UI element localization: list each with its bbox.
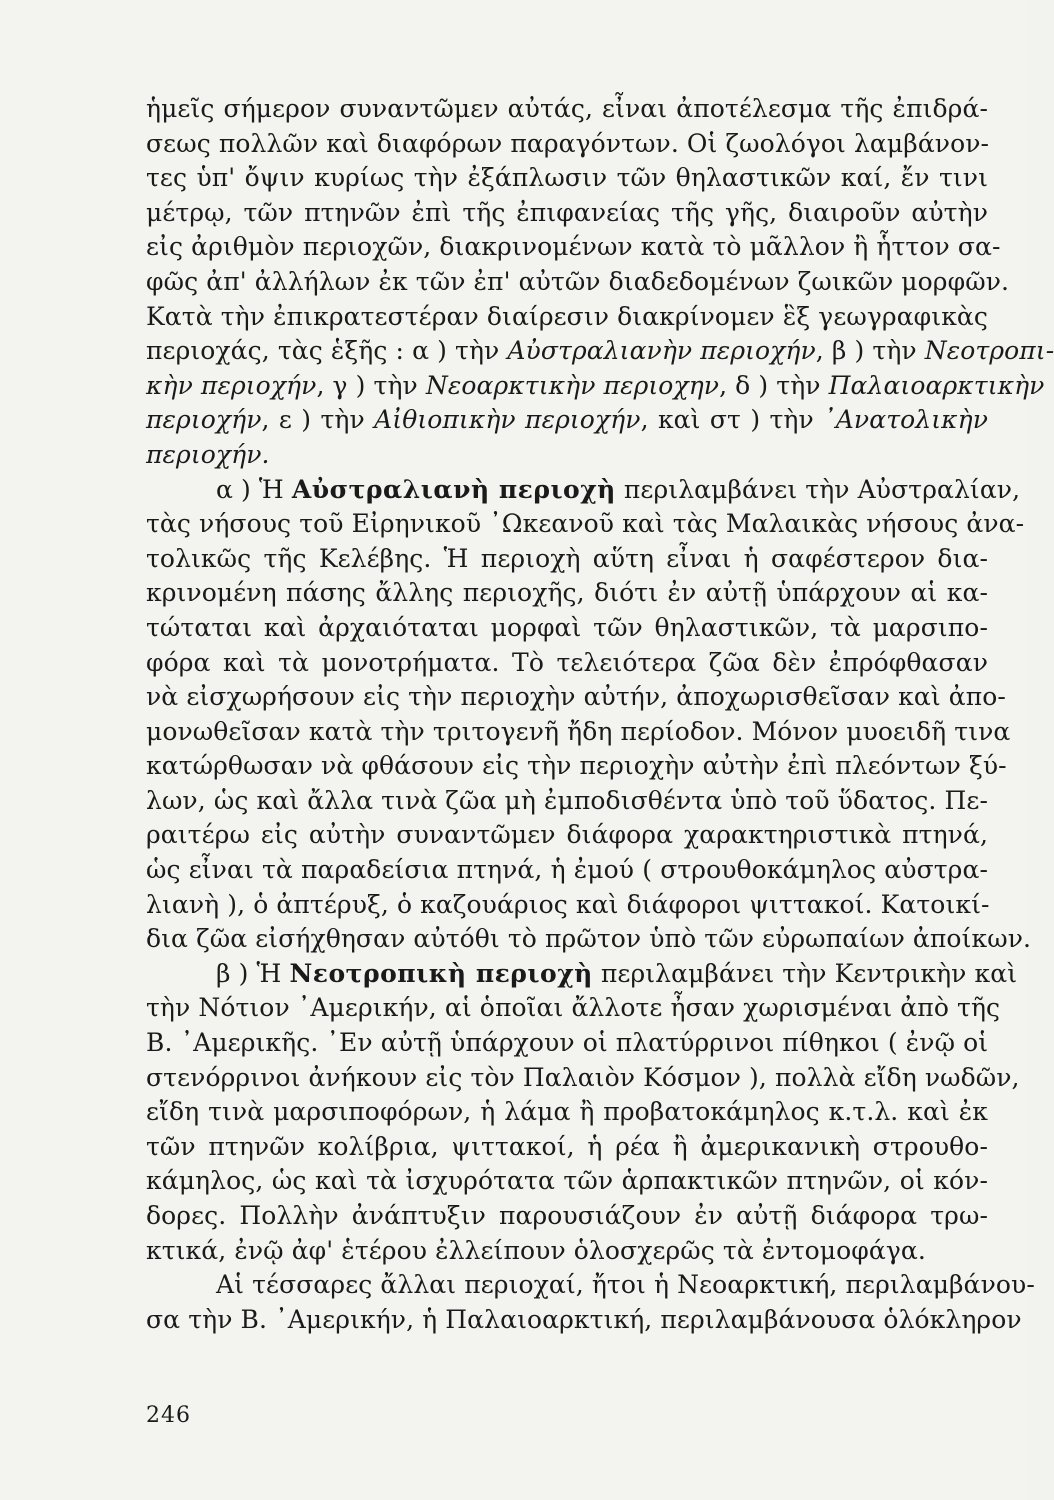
- text-line: [146, 853, 988, 888]
- text-line: [146, 576, 988, 611]
- text-line: [146, 818, 988, 853]
- italic-term: Αἰθιοπικὴν περιοχήν: [374, 405, 641, 435]
- text-run: κάμηλος, ὡς καὶ τὰ ἰσχυρότατα τῶν ἁρπακτικῶν πτηνῶν, οἱ κόν-: [146, 1166, 988, 1196]
- text-run: τῶν πτηνῶν κολίβρια, ψιττακοί, ἡ ρέα ἢ ἀμερικανικὴ στρουθο-: [146, 1131, 988, 1161]
- text-line: [146, 957, 1018, 992]
- text-run: εἰς ἀριθμὸν περιοχῶν, διακρινομένων κατὰ τὸ μᾶλλον ἢ ἧττον σα-: [146, 232, 1001, 262]
- text-line: [146, 1303, 1022, 1338]
- text-line: [146, 1234, 988, 1269]
- text-run: ὡς εἶναι τὰ παραδείσια πτηνά, ἡ ἐμού ( στρουθοκάμηλος αὐστρα-: [146, 855, 988, 885]
- text-line: [146, 991, 1001, 1026]
- text-line: [146, 749, 1007, 784]
- text-line: [146, 507, 1025, 542]
- text-run: σα τὴν Β. ᾿Αμερικήν, ἡ Παλαιοαρκτική, περιλαμβάνουσα ὁλόκληρον: [146, 1304, 1022, 1334]
- text-line: [146, 369, 1045, 404]
- text-run: ἡμεῖς σήμερον συναντῶμεν αὐτάς, εἶναι ἀποτέλεσμα τῆς ἐπιδρά-: [146, 94, 988, 123]
- italic-term: Αὐστραλιανὴν περιοχήν: [507, 336, 816, 366]
- text-line: [146, 1130, 988, 1165]
- text-run: , γ ) τὴν: [316, 370, 426, 400]
- text-line: [146, 1199, 988, 1234]
- text-run: β ) Ἡ: [216, 958, 290, 988]
- text-line: [146, 646, 988, 681]
- text-run: λιανὴ ), ὁ ἀπτέρυξ, ὁ καζουάριος καὶ διάφοροι ψιττακοί. Κατοικί-: [146, 889, 990, 919]
- italic-term: περιοχήν.: [146, 439, 270, 469]
- text-line: [146, 196, 988, 231]
- text-line: [146, 265, 1010, 300]
- bold-heading: Νεοτροπικὴ περιοχὴ: [289, 958, 593, 988]
- text-run: Κατὰ τὴν ἐπικρατεστέραν διαίρεσιν διακρίνομεν ἓξ γεωγραφικὰς: [146, 301, 988, 331]
- text-line: [146, 1268, 1035, 1303]
- text-run: , καὶ στ ) τὴν: [640, 405, 824, 435]
- text-run: Αἱ τέσσαρες ἄλλαι περιοχαί, ἤτοι ἡ Νεοαρκτική, περιλαμβάνου-: [216, 1270, 1035, 1300]
- text-run: τολικῶς τῆς Κελέβης. Ἡ περιοχὴ αὕτη εἶναι ἡ σαφέστερον δια-: [146, 543, 988, 573]
- text-line: [146, 1164, 988, 1199]
- text-line: [146, 161, 988, 196]
- text-line: [146, 922, 1032, 957]
- text-line: [146, 715, 1011, 750]
- text-run: δια ζῶα εἰσήχθησαν αὐτόθι τὸ πρῶτον ὑπὸ τῶν εὐρωπαίων ἀποίκων.: [146, 924, 1032, 954]
- text-line: [146, 680, 1006, 715]
- page-number: 246: [146, 1403, 191, 1428]
- text-run: τώταται καὶ ἀρχαιόταται μορφαὶ τῶν θηλαστικῶν, τὰ μαρσιπο-: [146, 612, 988, 642]
- text-line: [146, 888, 988, 923]
- text-line: [146, 403, 988, 438]
- text-line: [146, 92, 988, 127]
- text-run: α ) Ἡ: [216, 474, 292, 504]
- text-run: τὴν Νότιον ᾿Αμερικήν, αἱ ὁποῖαι ἄλλοτε ἦσαν χωρισμέναι ἀπὸ τῆς: [146, 993, 1001, 1023]
- text-run: τὰς νήσους τοῦ Εἰρηνικοῦ ᾿Ωκεανοῦ καὶ τὰς Μαλαικὰς νήσους ἀνα-: [146, 509, 1025, 539]
- text-run: μέτρῳ, τῶν πτηνῶν ἐπὶ τῆς ἐπιφανείας τῆς γῆς, διαιροῦν αὐτὴν: [146, 197, 988, 227]
- text-run: μονωθεῖσαν κατὰ τὴν τριτογενῆ ἤδη περίοδον. Μόνον μυοειδῆ τινα: [146, 716, 1011, 746]
- italic-term: ᾿Ανατολικὴν: [823, 405, 988, 435]
- text-line: [146, 611, 988, 646]
- text-run: ραιτέρω εἰς αὐτὴν συναντῶμεν διάφορα χαρακτηριστικὰ πτηνά,: [146, 820, 988, 850]
- text-run: λων, ὡς καὶ ἄλλα τινὰ ζῶα μὴ ἐμποδισθέντα ὑπὸ τοῦ ὕδατος. Πε-: [146, 785, 988, 815]
- text-run: στενόρρινοι ἀνήκουν εἰς τὸν Παλαιὸν Κόσμον ), πολλὰ εἴδη νωδῶν,: [146, 1062, 1020, 1092]
- text-run: , ε ) τὴν: [261, 405, 375, 435]
- text-line: [146, 334, 1054, 369]
- text-run: δορες. Πολλὴν ἀνάπτυξιν παρουσιάζουν ἐν αὐτῇ διάφορα τρω-: [146, 1201, 988, 1230]
- text-run: περιλαμβάνει τὴν Αὐστραλίαν,: [615, 474, 1021, 504]
- text-run: φῶς ἀπ' ἀλλήλων ἐκ τῶν ἐπ' αὐτῶν διαδεδομένων ζωικῶν μορφῶν.: [146, 266, 1010, 296]
- text-run: νὰ εἰσχωρήσουν εἰς τὴν περιοχὴν αὐτήν, ἀποχωρισθεῖσαν καὶ ἀπο-: [146, 682, 1006, 712]
- italic-term: κὴν περιοχήν: [146, 370, 317, 400]
- text-run: περιλαμβάνει τὴν Κεντρικὴν καὶ: [592, 958, 1018, 988]
- text-line: [146, 300, 988, 335]
- text-run: φόρα καὶ τὰ μονοτρήματα. Τὸ τελειότερα ζῶα δὲν ἐπρόφθασαν: [146, 647, 988, 677]
- text-run: περιοχάς, τὰς ἑξῆς : α ) τὴν: [146, 336, 508, 366]
- text-line: [146, 230, 1001, 265]
- text-line: [146, 473, 1021, 508]
- text-run: σεως πολλῶν καὶ διαφόρων παραγόντων. Οἱ ζωολόγοι λαμβάνον-: [146, 128, 990, 158]
- text-line: [146, 438, 988, 473]
- text-line: [146, 784, 988, 819]
- text-run: , δ ) τὴν: [719, 370, 829, 400]
- text-run: τες ὑπ' ὄψιν κυρίως τὴν ἐξάπλωσιν τῶν θηλαστικῶν καί, ἔν τινι: [146, 163, 988, 193]
- italic-term: Νεοαρκτικὴν περιοχην: [425, 370, 720, 400]
- text-line: [146, 1061, 1020, 1096]
- text-run: εἴδη τινὰ μαρσιποφόρων, ἡ λάμα ἢ προβατοκάμηλος κ.τ.λ. καὶ ἐκ: [146, 1097, 988, 1127]
- text-line: [146, 127, 988, 162]
- text-run: κατώρθωσαν νὰ φθάσουν εἰς τὴν περιοχὴν αὐτὴν ἐπὶ πλεόντων ξύ-: [146, 751, 1007, 781]
- text-run: , β ) τὴν: [815, 336, 925, 366]
- italic-term: Παλαιοαρκτικὴν: [828, 370, 1045, 400]
- text-run: κρινομένη πάσης ἄλλης περιοχῆς, διότι ἐν αὐτῇ ὑπάρχουν αἱ κα-: [146, 578, 988, 608]
- text-line: [146, 1095, 988, 1130]
- italic-term: περιοχήν: [146, 405, 262, 435]
- italic-term: Νεοτροπι-: [924, 336, 1054, 366]
- text-run: Β. ᾿Αμερικῆς. ᾿Εν αὐτῇ ὑπάρχουν οἱ πλατύρρινοι πίθηκοι ( ἐνῷ οἱ: [146, 1028, 989, 1058]
- text-line: [146, 542, 988, 577]
- bold-heading: Αὐστραλιανὴ περιοχὴ: [291, 474, 616, 504]
- text-line: [146, 1026, 988, 1061]
- body-text: [146, 92, 1054, 1337]
- text-run: κτικά, ἐνῷ ἀφ' ἑτέρου ἐλλείπουν ὁλοσχερῶς τὰ ἐντομοφάγα.: [146, 1235, 926, 1265]
